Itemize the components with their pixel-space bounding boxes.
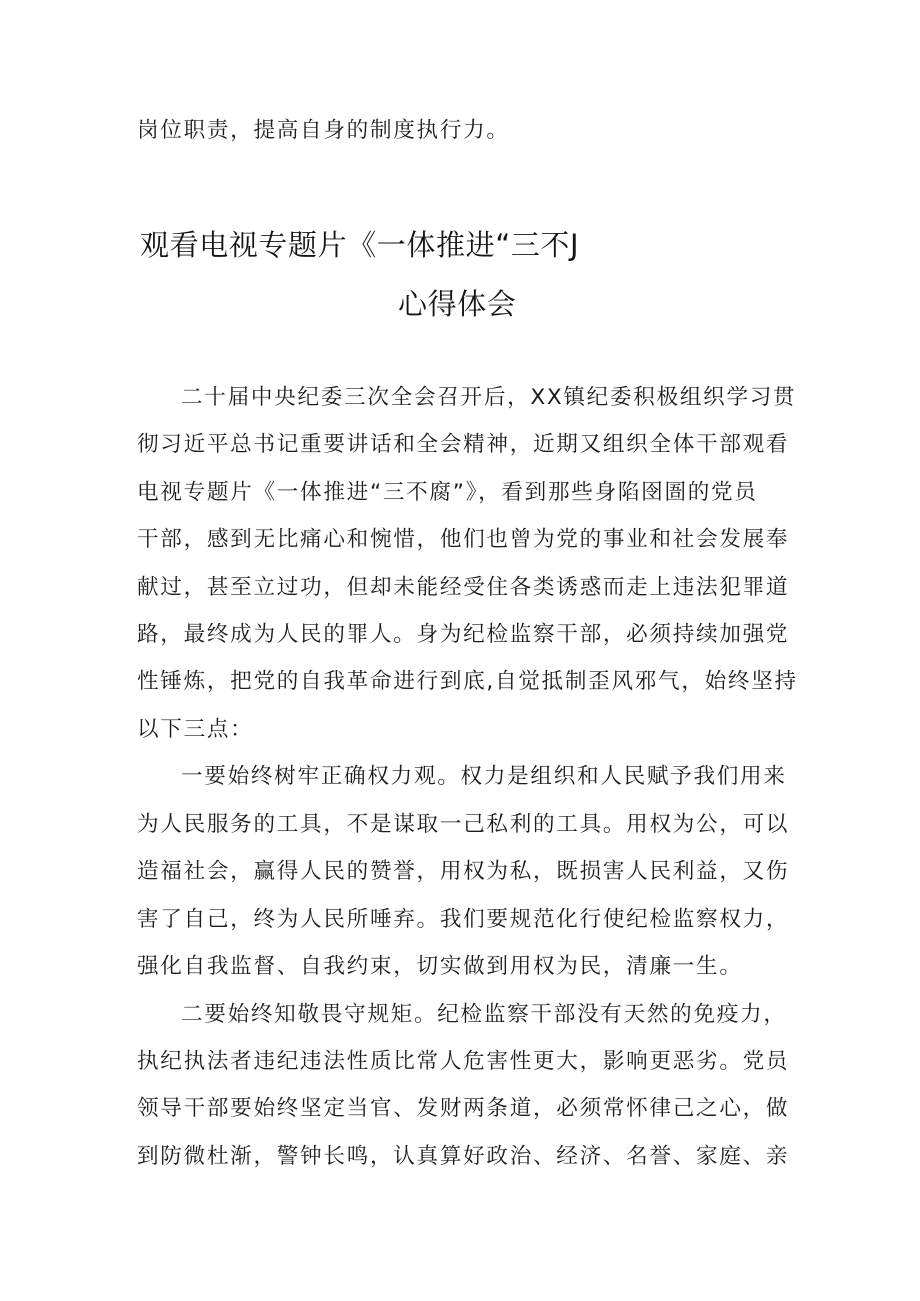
paragraph-1-line: 以下三点： <box>137 717 254 742</box>
document-title-line-2: 心得体会 <box>398 287 517 321</box>
paragraph-2-line: 一要始终树牢正确权力观。权力是组织和人民赋予我们用来 <box>181 764 787 789</box>
document-title-line-1: 观看电视专题片《一体推进“三不J <box>140 228 580 262</box>
paragraph-1-line: 二十届中央纪委三次全会召开后，XX镇纪委积极组织学习贯 <box>181 385 797 410</box>
paragraph-2-line: 强化自我监督、自我约束，切实做到用权为民，清廉一生。 <box>137 954 743 979</box>
paragraph-1-line: 电视专题片《一体推进“三不腐”》，看到那些身陷囹圄的党员 <box>137 480 758 505</box>
paragraph-2-line: 造福社会，赢得人民的赞誉，用权为私，既损害人民利益，又伤 <box>137 859 790 884</box>
paragraph-2-line: 害了自己，终为人民所唾弃。我们要规范化行使纪检监察权力， <box>137 907 790 932</box>
paragraph-3-line: 到防微杜渐，警钟长鸣，认真算好政治、经济、名誉、家庭、亲 <box>137 1144 790 1169</box>
paragraph-2-line: 为人民服务的工具，不是谋取一己私利的工具。用权为公，可以 <box>137 812 790 837</box>
paragraph-1-line: 献过，甚至立过功，但却未能经受住各类诱惑而走上违法犯罪道 <box>137 575 790 600</box>
paragraph-3-line: 二要始终知敬畏守规矩。纪检监察干部没有天然的免疫力， <box>181 1002 787 1027</box>
paragraph-1-line: 干部，感到无比痛心和惋惜，他们也曾为党的事业和社会发展奉 <box>137 527 790 552</box>
paragraph-3-line: 领导干部要始终坚定当官、发财两条道，必须常怀律己之心，做 <box>137 1096 790 1121</box>
paragraph-1-line: 性锤炼，把党的自我革命进行到底,自觉抵制歪风邪气，始终坚持 <box>137 669 798 694</box>
continued-text-line: 岗位职责，提高自身的制度执行力。 <box>137 118 510 143</box>
paragraph-1-line: 彻习近平总书记重要讲话和全会精神，近期又组织全体干部观看 <box>137 432 790 457</box>
paragraph-1-line: 路，最终成为人民的罪人。身为纪检监察干部，必须持续加强党 <box>137 622 790 647</box>
paragraph-3-line: 执纪执法者违纪违法性质比常人危害性更大，影响更恶劣。党员 <box>137 1049 790 1074</box>
